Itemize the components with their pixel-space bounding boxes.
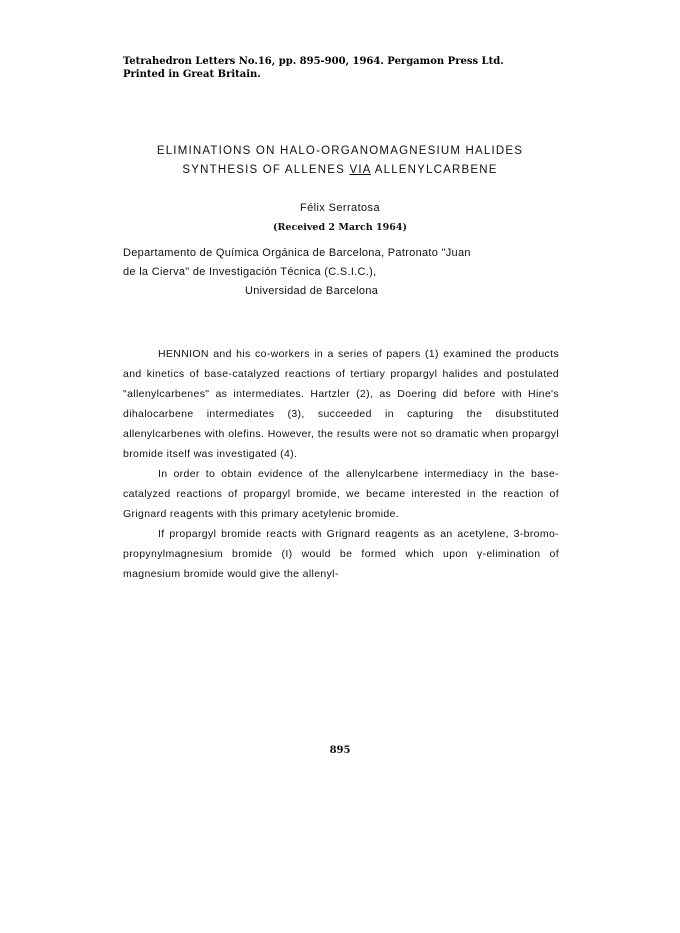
paragraph-3: If propargyl bromide reacts with Grignard reagents as an acetylene, 3-bromo-propynylmagnesium bromide (I) would be formed which upon γ-elimination of magnesium bromide would give the allenyl-: [123, 528, 559, 580]
title-via: VIA: [349, 164, 371, 176]
title-line-2-end: ALLENYLCARBENE: [370, 164, 498, 176]
paragraph-1: HENNION and his co-workers in a series of papers (1) examined the products and kinetics of base-catalyzed reactions of tertiary propargyl halides and postulated "allenylcarbenes" as intermediates. Hartzler (2), as Doering did before with Hine's dihalocarbene intermediates (3), succeeded in capturing the disubstituted allenylcarbenes with olefins. However, the results were not so dramatic when propargyl bromide itself was investigated (4).: [123, 348, 559, 460]
article-title: [0, 142, 680, 180]
journal-header: [123, 55, 504, 81]
paragraph-2: In order to obtain evidence of the allenylcarbene intermediacy in the base-catalyzed reactions of propargyl bromide, we became interested in the reaction of Grignard reagents with this primary acetylenic bromide.: [123, 468, 559, 520]
received-date: (Received 2 March 1964): [273, 222, 407, 233]
affiliation-line-1: Departamento de Química Orgánica de Barcelona, Patronato "Juan: [123, 247, 471, 259]
page-number: 895: [329, 745, 351, 756]
title-line-2-start: SYNTHESIS OF ALLENES: [182, 164, 350, 176]
article-body: [123, 344, 559, 584]
affiliation-line-2: de la Cierva" de Investigación Técnica (C.S.I.C.),: [123, 266, 377, 278]
affiliation: [123, 244, 563, 301]
title-line-1: ELIMINATIONS ON HALO-ORGANOMAGNESIUM HALIDES: [156, 145, 524, 157]
title-line-2: [0, 161, 680, 180]
printed-in: Printed in Great Britain.: [123, 69, 261, 80]
author-name: Félix Serratosa: [300, 202, 380, 214]
journal-citation: Tetrahedron Letters No.16, pp. 895-900, 1964. Pergamon Press Ltd.: [123, 56, 504, 67]
affiliation-line-3: Universidad de Barcelona: [245, 285, 379, 297]
